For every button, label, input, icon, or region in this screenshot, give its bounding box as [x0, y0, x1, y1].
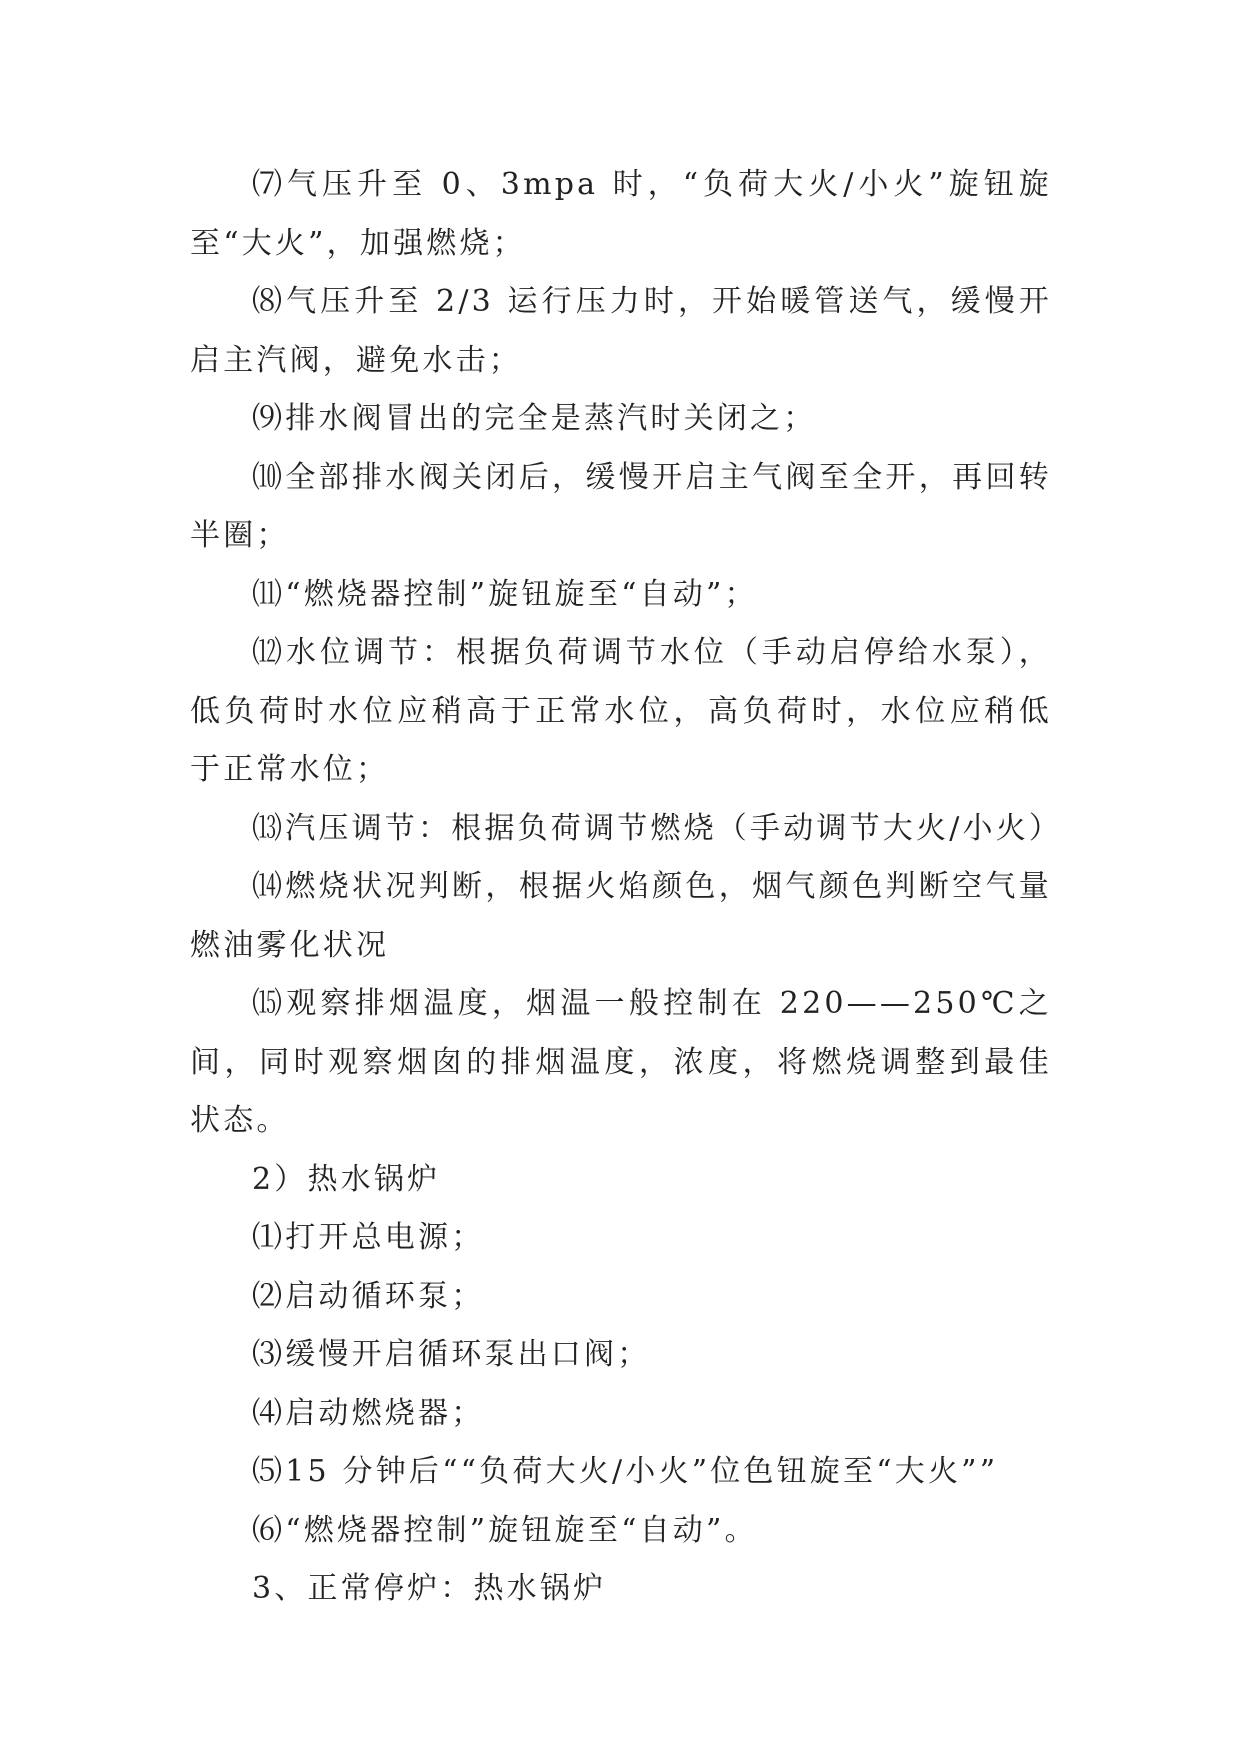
document-body [190, 156, 1063, 1619]
paragraph-step-10: ⑽全部排水阀关闭后，缓慢开启主气阀至全开，再回转半圈； [190, 459, 1052, 553]
paragraph-step-12: ⑿水位调节：根据负荷调节水位（手动启停给水泵），低负荷时水位应稍高于正常水位，高负荷时，水位应稍低于正常水位； [190, 635, 1052, 787]
paragraph-hw-step-1: ⑴打开总电源； [252, 1220, 485, 1255]
paragraph-step-13: ⒀汽压调节：根据负荷调节燃烧（手动调节大火/小火） [252, 810, 1063, 846]
paragraph-step-15: ⒂观察排烟温度，烟温一般控制在 220——250℃之间，同时观察烟囱的排烟温度，浓度，将燃烧调整到最佳状态。 [190, 986, 1052, 1138]
paragraph-step-9: ⑼排水阀冒出的完全是蒸汽时关闭之； [252, 401, 817, 436]
paragraph-step-14: ⒁燃烧状况判断，根据火焰颜色，烟气颜色判断空气量燃油雾化状况 [190, 869, 1052, 963]
paragraph-hw-step-2: ⑵启动循环泵； [252, 1278, 485, 1314]
paragraph-step-11: ⑾“燃烧器控制”旋钮旋至“自动”； [252, 576, 758, 612]
section-heading-normal-shutdown: 3、正常停炉：热水锅炉 [252, 1571, 607, 1606]
paragraph-hw-step-5: ⑸15 分钟后““负荷大火/小火”位色钮旋至“大火”” [252, 1454, 999, 1489]
section-heading-hot-water-boiler: 2）热水锅炉 [252, 1161, 441, 1197]
paragraph-step-7: ⑺气压升至 0、3mpa 时，“负荷大火/小火”旋钮旋至“大火”，加强燃烧； [190, 167, 1052, 261]
paragraph-hw-step-4: ⑷启动燃烧器； [252, 1395, 485, 1431]
paragraph-step-8: ⑻气压升至 2/3 运行压力时，开始暖管送气，缓慢开启主汽阀，避免水击； [190, 284, 1052, 378]
paragraph-hw-step-3: ⑶缓慢开启循环泵出口阀； [252, 1337, 651, 1372]
paragraph-hw-step-6: ⑹“燃烧器控制”旋钮旋至“自动”。 [252, 1512, 758, 1548]
